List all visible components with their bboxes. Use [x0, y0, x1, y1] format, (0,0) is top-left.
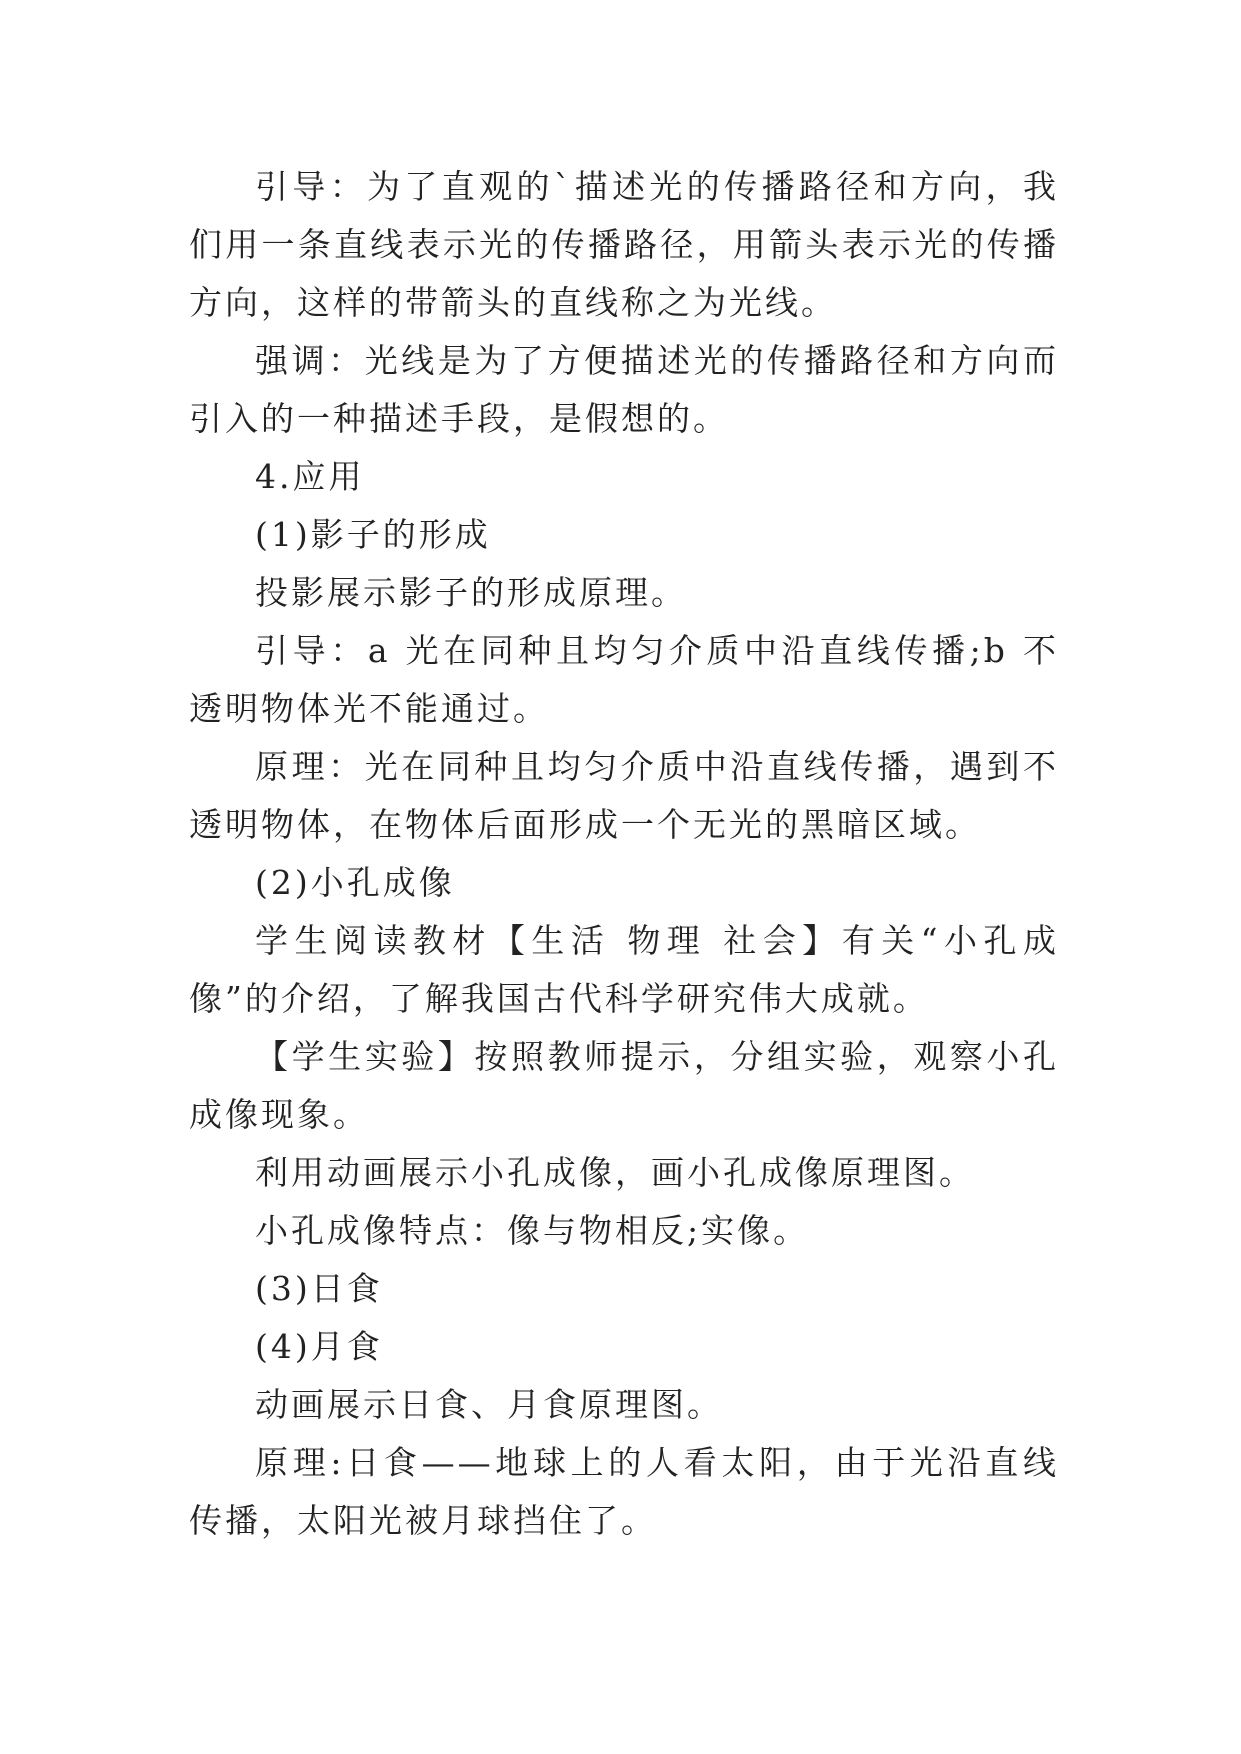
paragraph-principle-shadow: 原理：光在同种且均匀介质中沿直线传播，遇到不透明物体，在物体后面形成一个无光的黑暗区域。: [189, 747, 1059, 844]
paragraph-pinhole-features: 小孔成像特点：像与物相反;实像。: [255, 1211, 810, 1250]
paragraph-animation-pinhole: 利用动画展示小孔成像，画小孔成像原理图。: [255, 1153, 975, 1192]
paragraph-animation-eclipse: 动画展示日食、月食原理图。: [255, 1385, 723, 1424]
subheading-shadow: (1)影子的形成: [255, 515, 491, 554]
paragraph-projection: 投影展示影子的形成原理。: [255, 573, 687, 612]
document-body: [189, 158, 1059, 1550]
paragraph-reading: 学生阅读教材【生活 物理 社会】有关“小孔成像”的介绍，了解我国古代科学研究伟大成就。: [189, 921, 1059, 1018]
subheading-pinhole: (2)小孔成像: [255, 863, 455, 902]
paragraph-principle-eclipse: 原理:日食——地球上的人看太阳，由于光沿直线传播，太阳光被月球挡住了。: [189, 1443, 1059, 1540]
paragraph-guide-light-ray: 引导：为了直观的`描述光的传播路径和方向，我们用一条直线表示光的传播路径，用箭头表示光的传播方向，这样的带箭头的直线称之为光线。: [189, 167, 1059, 322]
subheading-lunar-eclipse: (4)月食: [255, 1327, 383, 1366]
section-heading-application: 4.应用: [255, 457, 365, 496]
paragraph-emphasis: 强调：光线是为了方便描述光的传播路径和方向而引入的一种描述手段，是假想的。: [189, 341, 1059, 438]
subheading-solar-eclipse: (3)日食: [255, 1269, 383, 1308]
paragraph-guide-shadow: 引导：a 光在同种且均匀介质中沿直线传播;b 不透明物体光不能通过。: [189, 631, 1059, 728]
paragraph-experiment: 【学生实验】按照教师提示，分组实验，观察小孔成像现象。: [189, 1037, 1059, 1134]
